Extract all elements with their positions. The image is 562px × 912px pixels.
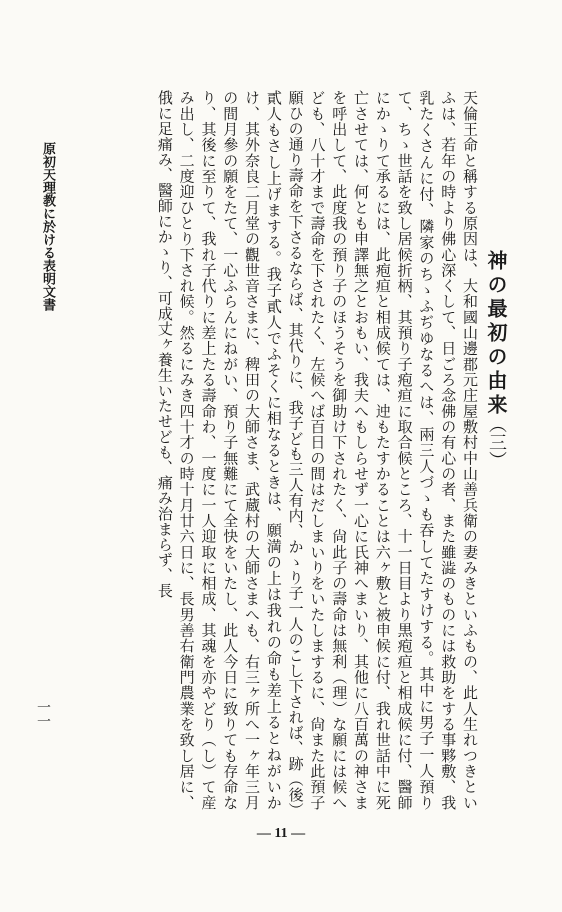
body-text bbox=[153, 90, 480, 810]
section-part-number: （三） bbox=[486, 415, 507, 469]
section-title: 神の最初の由来 bbox=[484, 250, 508, 418]
running-head: 原初天理教に於ける表明文書 bbox=[40, 142, 55, 311]
page-number: — 11 — bbox=[256, 826, 306, 841]
body-paragraph: 天倫王命と稱する原因は、大和國山邊郡元庄屋敷村中山善兵衛の妻みきといふもの、此人生れつきといふは、若年の時より佛心深くして、日ごろ念佛の有心の者、また雖澁のものには救助をする事夥敷、我乳たくさんに付、隣家のちゝふぢゆなるへは、兩三人づゝも吞してたすけする。其中に男子一人預りて、ちゝ世話を致し居候折柄、其預り子疱疸に取合候ところ、十一日目より黒疱疸と相成候に付、醫師にかゝりて承るには、此疱疸と相成候ては、迚もたすかることは六ヶ敷と被申候に付、我れ世話中に死亡させては、何とも申譯無之とおもい、我夫へもしらせず一心に氏神へまいり、其他に八百萬の神さまを呼出して、此度我の預り子のほうそうを御助け下されたく、尙此子の壽命は無利（理）な願には候へども、八十才まで壽命を下されたく、左候へば百日の間はだしまいりをいたしまするに、尙また此預子願ひの通り壽命を下さるならば、其代りに、我子ども三人有内、かゝり子一人のこし下されば、跡（後）貳人もさし上げまする。我子貳人でふそくに相なるときは、願満の上は我れの命も差上るとねがいかけ、其外奈良二月堂の觀世音さまに、稗田の大師さま、武蔵村の大師さまへも、右三ヶ所へ一ヶ年三月の間月參の願をたて、一心ふらんにねがい、預り子無難にて全快をいたし、此人今日に致りても存命なり、其後に至りて、我れ子代りに差上たる壽命わ、一度に一人迎取に相成、其魂を亦やどり（し）て産み出し、二度迎ひとり下され候。然るにみき四十才の時十月廿六日に、長男善右衛門農業を致し居に、俄に足痛み、醫師にかゝり、可成丈ヶ養生いたせども、痛み治まらず、長 bbox=[155, 90, 479, 810]
folio-marker: 一一 bbox=[35, 700, 51, 728]
